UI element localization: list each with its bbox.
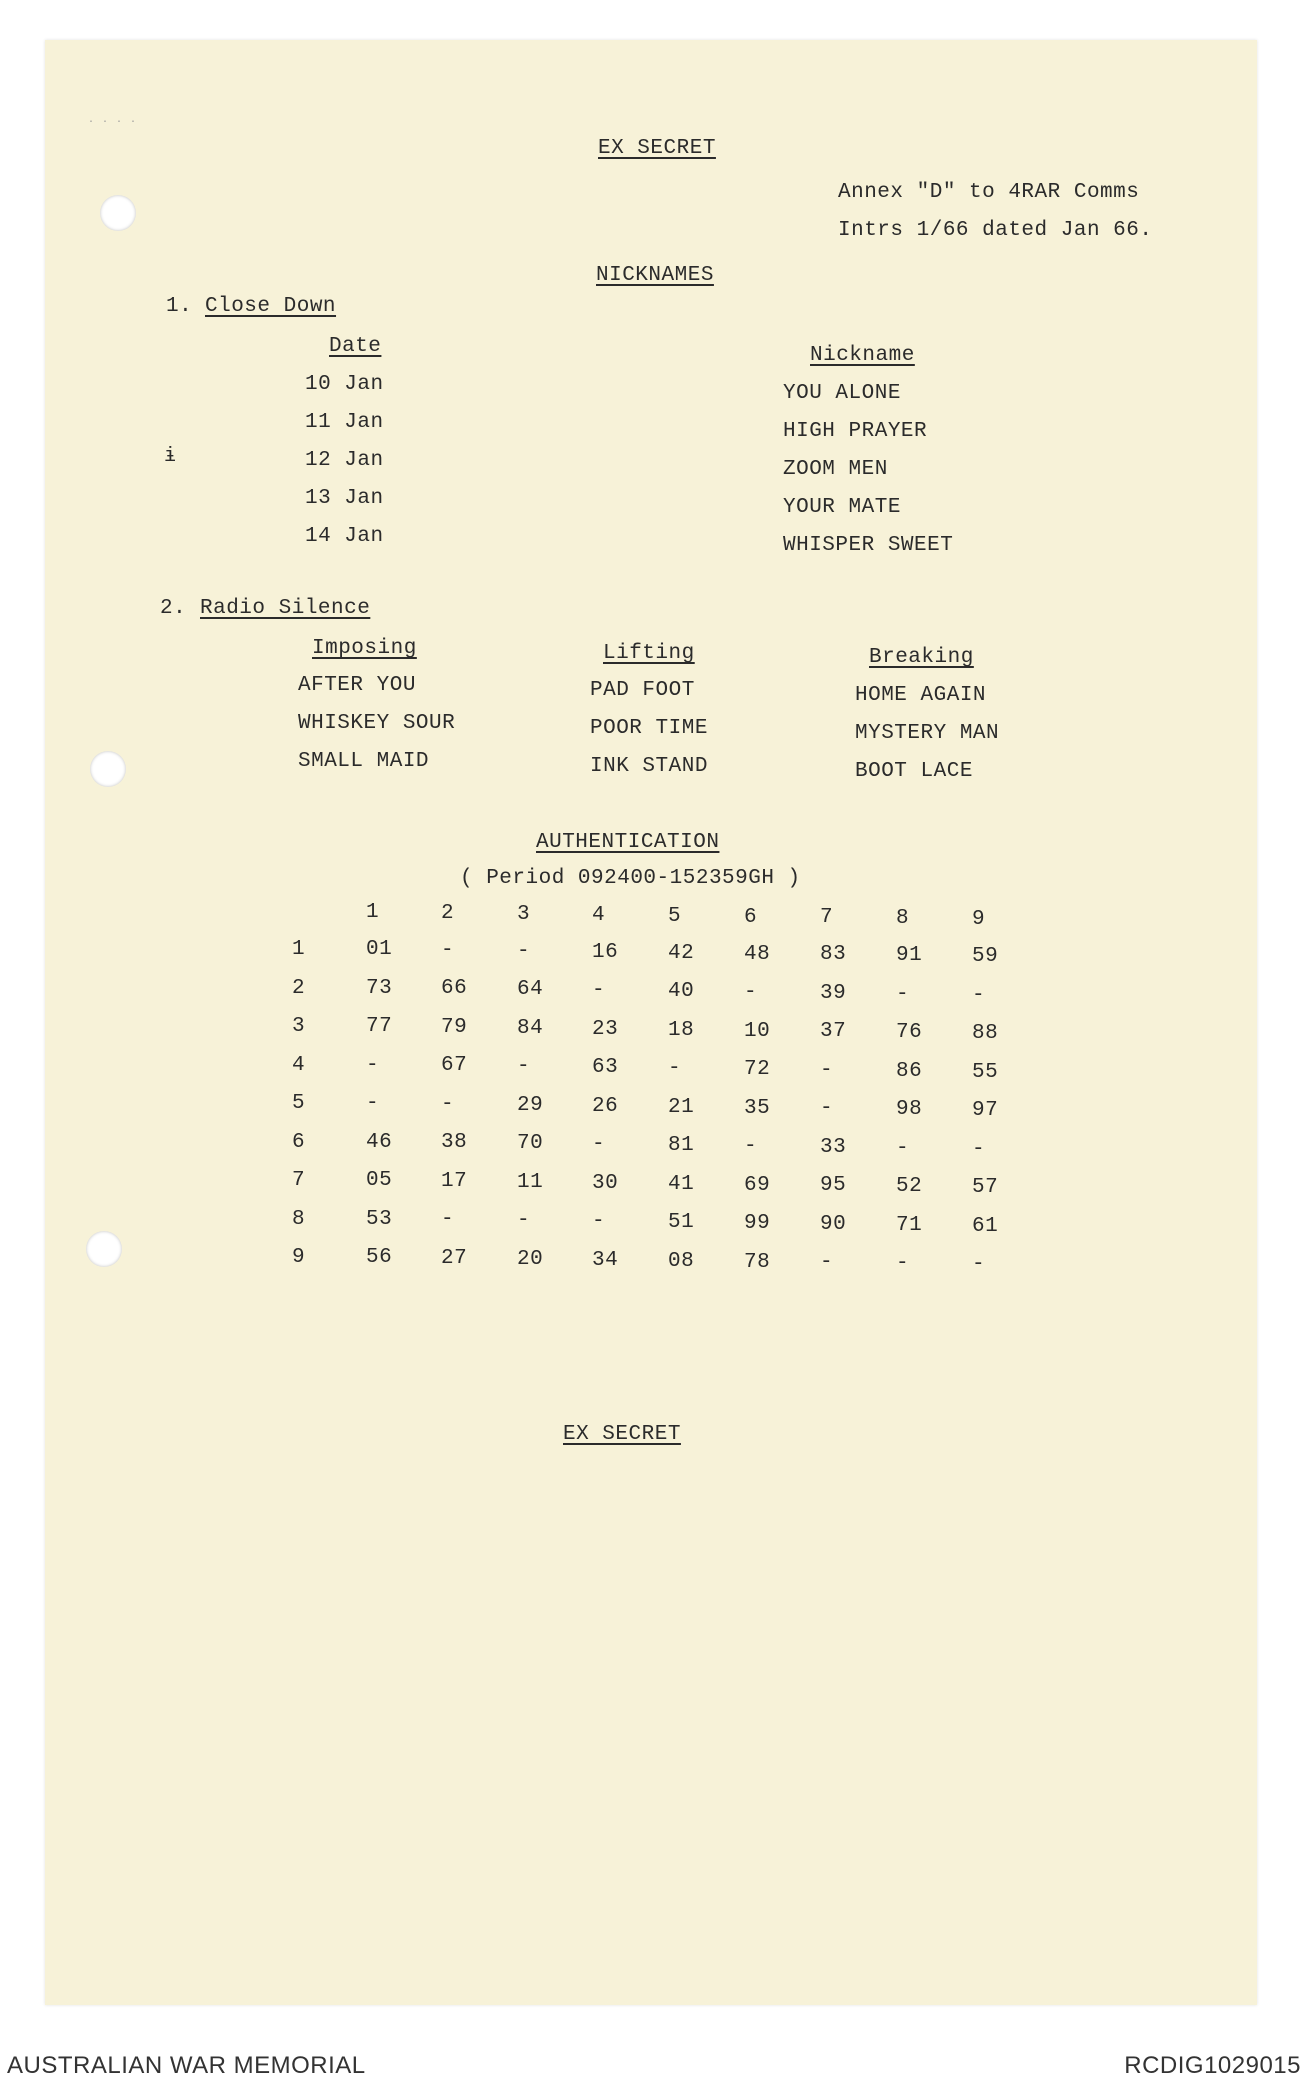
- auth-cell: 17: [441, 1169, 468, 1193]
- section-2-heading: Radio Silence: [200, 597, 371, 620]
- auth-cell: 37: [820, 1020, 847, 1044]
- auth-cell: 16: [592, 940, 619, 964]
- auth-cell: 01: [366, 938, 393, 961]
- document-page: [45, 40, 1257, 2005]
- auth-cell: 81: [668, 1134, 695, 1158]
- auth-cell: 67: [441, 1054, 468, 1078]
- auth-cell: 41: [668, 1172, 695, 1196]
- auth-cell: 23: [592, 1017, 619, 1041]
- auth-col-header: 3: [517, 902, 531, 926]
- imposing-nickname: WHISKEY SOUR: [298, 712, 456, 735]
- breaking-nickname: BOOT LACE: [855, 760, 973, 783]
- lifting-nickname: POOR TIME: [590, 717, 708, 740]
- auth-cell: -: [592, 1210, 606, 1234]
- auth-cell: -: [820, 1251, 834, 1275]
- auth-col-header: 5: [668, 904, 682, 928]
- auth-cell: -: [517, 939, 531, 963]
- date-column-header: Date: [329, 335, 382, 358]
- auth-cell: 48: [744, 942, 771, 966]
- auth-cell: -: [517, 1209, 531, 1233]
- close-down-nickname: YOUR MATE: [783, 496, 901, 519]
- auth-cell: 55: [972, 1060, 999, 1084]
- annex-line-1: Annex "D" to 4RAR Comms: [838, 181, 1140, 204]
- auth-cell: 66: [441, 977, 468, 1001]
- auth-cell: 05: [366, 1169, 393, 1192]
- auth-row-header: 8: [292, 1207, 306, 1231]
- auth-cell: 88: [972, 1022, 999, 1046]
- auth-cell: 33: [820, 1135, 847, 1159]
- close-down-date: 14 Jan: [305, 525, 384, 548]
- auth-cell: -: [517, 1055, 531, 1079]
- auth-cell: -: [441, 938, 455, 962]
- margin-mark: ɨ: [164, 445, 177, 468]
- auth-col-header: 4: [592, 903, 606, 927]
- lifting-header: Lifting: [603, 642, 695, 665]
- auth-cell: 78: [744, 1250, 771, 1274]
- lifting-nickname: INK STAND: [590, 755, 708, 778]
- imposing-header: Imposing: [312, 637, 417, 660]
- breaking-nickname: MYSTERY MAN: [855, 722, 1000, 745]
- auth-cell: 99: [744, 1212, 771, 1235]
- auth-cell: 38: [441, 1131, 468, 1155]
- auth-cell: 30: [592, 1171, 619, 1195]
- auth-cell: -: [592, 1133, 606, 1157]
- document-title: NICKNAMES: [596, 264, 714, 287]
- auth-row-header: 2: [292, 976, 306, 1000]
- close-down-date: 11 Jan: [305, 411, 384, 434]
- auth-cell: -: [896, 1136, 910, 1160]
- auth-cell: -: [896, 1252, 910, 1276]
- auth-col-header: 6: [744, 905, 758, 929]
- auth-cell: -: [668, 1057, 682, 1081]
- auth-cell: 57: [972, 1176, 999, 1200]
- close-down-date: 13 Jan: [305, 487, 384, 510]
- auth-cell: 11: [517, 1170, 544, 1194]
- auth-cell: 91: [896, 944, 923, 968]
- auth-cell: 86: [896, 1059, 923, 1083]
- classification-top: EX SECRET: [598, 137, 716, 160]
- close-down-nickname: WHISPER SWEET: [783, 534, 954, 557]
- auth-cell: -: [744, 1135, 758, 1158]
- auth-cell: -: [592, 979, 606, 1003]
- auth-cell: 42: [668, 941, 695, 965]
- auth-cell: 70: [517, 1132, 544, 1156]
- auth-cell: -: [441, 1092, 455, 1116]
- paper-specks: ····: [88, 117, 145, 128]
- auth-cell: -: [972, 983, 986, 1007]
- auth-cell: -: [896, 982, 910, 1006]
- auth-cell: 71: [896, 1213, 923, 1237]
- auth-cell: -: [744, 981, 758, 1004]
- auth-cell: 29: [517, 1093, 544, 1117]
- close-down-nickname: YOU ALONE: [783, 382, 901, 405]
- auth-cell: 08: [668, 1249, 695, 1273]
- auth-cell: 97: [972, 1099, 999, 1123]
- auth-cell: -: [366, 1092, 380, 1115]
- auth-cell: 73: [366, 976, 393, 1000]
- section-1-heading: Close Down: [205, 295, 337, 318]
- auth-cell: 69: [744, 1173, 771, 1197]
- auth-col-header: 7: [820, 906, 834, 930]
- auth-cell: 10: [744, 1019, 771, 1043]
- auth-cell: 64: [517, 978, 544, 1002]
- auth-col-header: 8: [896, 907, 910, 931]
- close-down-nickname: HIGH PRAYER: [783, 420, 928, 443]
- close-down-nickname: ZOOM MEN: [783, 458, 888, 481]
- classification-bottom: EX SECRET: [563, 1423, 681, 1446]
- auth-cell: 52: [896, 1175, 923, 1199]
- auth-cell: 59: [972, 945, 999, 969]
- authentication-title: AUTHENTICATION: [536, 831, 720, 854]
- auth-cell: 26: [592, 1094, 619, 1118]
- punch-hole-bottom: [86, 1231, 122, 1267]
- auth-col-header: 2: [441, 901, 455, 925]
- auth-cell: 21: [668, 1095, 695, 1119]
- auth-cell: -: [972, 1137, 986, 1161]
- auth-row-header: 6: [292, 1130, 306, 1154]
- auth-cell: 84: [517, 1016, 544, 1040]
- auth-row-header: 5: [292, 1092, 306, 1115]
- auth-cell: 56: [366, 1246, 393, 1269]
- auth-cell: 61: [972, 1214, 999, 1238]
- auth-cell: 83: [820, 943, 847, 967]
- punch-hole-middle: [90, 751, 126, 787]
- auth-cell: 95: [820, 1174, 847, 1198]
- auth-cell: 39: [820, 981, 847, 1005]
- close-down-date: 12 Jan: [305, 449, 384, 472]
- auth-cell: 46: [366, 1130, 393, 1154]
- imposing-nickname: AFTER YOU: [298, 674, 416, 697]
- auth-cell: 27: [441, 1246, 468, 1270]
- archive-reference: RCDIG1029015: [1124, 2052, 1301, 2079]
- auth-cell: 63: [592, 1056, 619, 1080]
- auth-row-header: 1: [292, 938, 306, 961]
- archive-credit: AUSTRALIAN WAR MEMORIAL: [7, 2052, 366, 2079]
- imposing-nickname: SMALL MAID: [298, 750, 430, 773]
- breaking-header: Breaking: [869, 646, 974, 669]
- auth-cell: 18: [668, 1018, 695, 1042]
- auth-col-header: 9: [972, 908, 986, 932]
- section-2-number: 2.: [160, 597, 187, 620]
- auth-row-header: 9: [292, 1246, 306, 1269]
- auth-cell: -: [972, 1253, 986, 1277]
- nickname-column-header: Nickname: [810, 344, 915, 367]
- auth-cell: 34: [592, 1248, 619, 1272]
- auth-cell: 72: [744, 1058, 771, 1081]
- section-1-number: 1.: [166, 295, 193, 318]
- authentication-period: ( Period 092400-152359GH ): [460, 867, 801, 890]
- auth-cell: -: [441, 1208, 455, 1232]
- auth-cell: 53: [366, 1207, 393, 1231]
- auth-cell: 20: [517, 1247, 544, 1271]
- auth-cell: 90: [820, 1212, 847, 1236]
- auth-cell: -: [820, 1097, 834, 1121]
- close-down-date: 10 Jan: [305, 373, 384, 396]
- breaking-nickname: HOME AGAIN: [855, 684, 987, 707]
- auth-cell: -: [366, 1053, 380, 1077]
- auth-cell: -: [820, 1058, 834, 1082]
- annex-line-2: Intrs 1/66 dated Jan 66.: [838, 219, 1153, 242]
- auth-cell: 51: [668, 1211, 695, 1235]
- punch-hole-top: [100, 195, 136, 231]
- auth-row-header: 3: [292, 1015, 306, 1038]
- auth-cell: 77: [366, 1015, 393, 1038]
- auth-col-header: 1: [366, 901, 380, 924]
- auth-cell: 35: [744, 1096, 771, 1120]
- auth-cell: 98: [896, 1098, 923, 1122]
- lifting-nickname: PAD FOOT: [590, 679, 695, 702]
- auth-row-header: 4: [292, 1053, 306, 1077]
- auth-row-header: 7: [292, 1169, 306, 1192]
- auth-cell: 79: [441, 1015, 468, 1039]
- auth-cell: 76: [896, 1021, 923, 1045]
- auth-cell: 40: [668, 980, 695, 1004]
